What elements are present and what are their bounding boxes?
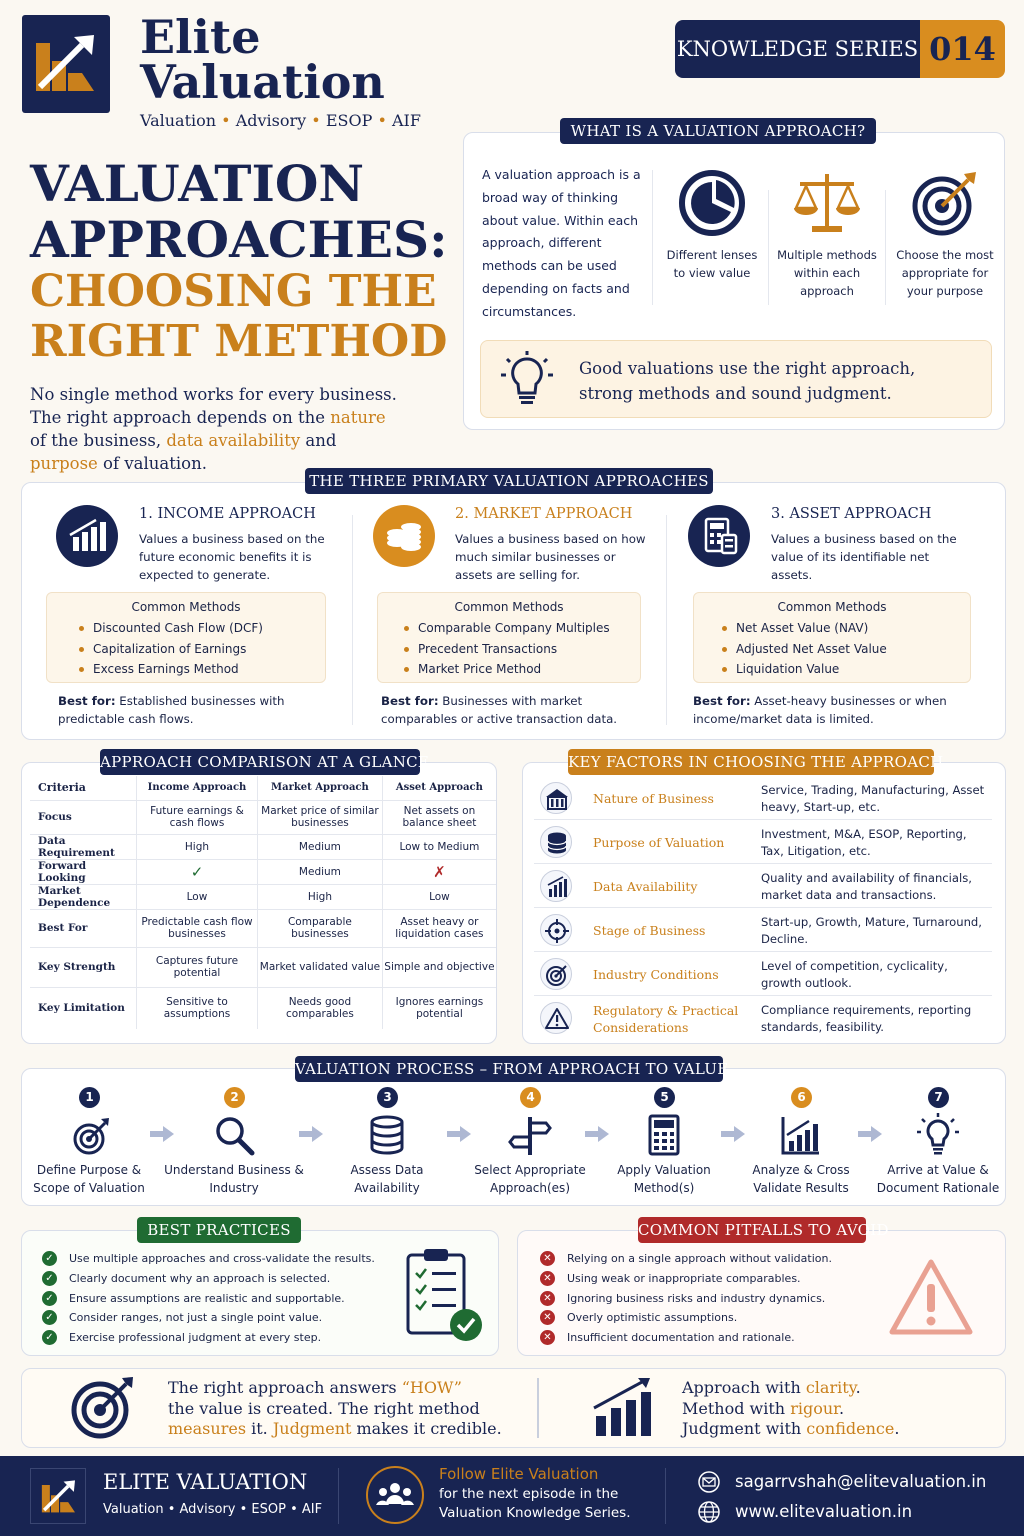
asset-title: 3. ASSET APPROACH: [771, 506, 932, 522]
pitfalls-title: COMMON PITFALLS TO AVOID: [638, 1217, 866, 1243]
purpose-point: [892, 168, 998, 300]
list-item: [42, 1250, 402, 1268]
process-step: [317, 1085, 457, 1200]
factor-name: Stage of Business: [593, 923, 706, 938]
check-circle-icon: ✓: [42, 1330, 57, 1345]
methods-point: [774, 168, 880, 300]
lens-point: [662, 168, 762, 282]
header-market: Market Approach: [258, 776, 383, 800]
process-step: [868, 1085, 1008, 1200]
intro-line-4: of valuation.: [97, 454, 207, 473]
lens-point-label: Different lenses to view value: [666, 248, 758, 280]
quote-how: “HOW”: [401, 1378, 462, 1397]
method-item: Precedent Transactions: [404, 639, 640, 660]
factor-row: [534, 952, 992, 996]
method-item: Excess Earnings Method: [79, 659, 325, 680]
check-circle-icon: ✓: [42, 1291, 57, 1306]
list-item-text: Overly optimistic assumptions.: [567, 1311, 738, 1325]
list-item: [540, 1270, 900, 1288]
step-number: 3: [377, 1087, 398, 1108]
process-step: [731, 1085, 871, 1200]
comparison-title: APPROACH COMPARISON AT A GLANCE: [100, 749, 420, 775]
bar-chart-icon: [56, 505, 118, 567]
what-is-callout: [480, 340, 992, 418]
step-number: 2: [224, 1087, 245, 1108]
what-is-body: A valuation approach is a broad way of thinking about value. Within each approach, different methods can be used depending on facts and circumstances.: [482, 167, 641, 319]
asset-best: Best for: Asset-heavy businesses or when income/market data is limited.: [693, 694, 947, 726]
cross-icon: ✗: [382, 859, 496, 884]
common-methods-label: Common Methods: [777, 600, 887, 614]
list-item: [42, 1309, 402, 1327]
header-criteria: Criteria: [30, 776, 136, 800]
factor-row: [534, 820, 992, 864]
series-label: KNOWLEDGE SERIES: [675, 20, 920, 78]
table-row: Key Limitation Sensitive to assumptions Needs good comparables Ignores earnings potential: [30, 987, 496, 1029]
method-item: Capitalization of Earnings: [79, 639, 325, 660]
asset-methods-box: [693, 592, 971, 683]
divider: [537, 1378, 539, 1438]
divider: [768, 190, 769, 305]
step-label: Define Purpose & Scope of Valuation: [33, 1163, 145, 1195]
asset-icon-badge: [688, 505, 750, 567]
income-icon-badge: [56, 505, 118, 567]
step-number: 7: [928, 1087, 949, 1108]
factor-row: [534, 864, 992, 908]
factor-row: [534, 776, 992, 820]
factor-name: Data Availability: [593, 879, 698, 894]
divider: [652, 170, 653, 305]
list-item-text: Use multiple approaches and cross-validate the results.: [69, 1252, 375, 1265]
table-row: Market Dependence Low High Low: [30, 884, 496, 909]
footer: [0, 1456, 1024, 1536]
warning-triangle-icon: [886, 1256, 976, 1340]
divider: [666, 515, 667, 725]
chart-icon: [540, 870, 572, 902]
common-methods-label: Common Methods: [131, 600, 241, 614]
footer-email[interactable]: sagarrvshah@elitevaluation.in: [735, 1472, 987, 1491]
table-row: Forward Looking ✓ Medium ✗: [30, 859, 496, 884]
series-badge: [675, 20, 1005, 78]
coins-icon: [373, 505, 435, 567]
list-item: [42, 1329, 402, 1347]
list-item: [42, 1270, 402, 1288]
x-circle-icon: ✕: [540, 1271, 555, 1286]
table-row: Focus Future earnings & cash flows Market price of similar businesses Net assets on balance sheet: [30, 800, 496, 834]
brand-name-line2: Valuation: [140, 55, 385, 109]
footer-website[interactable]: www.elitevaluation.in: [735, 1502, 913, 1521]
factor-desc: Quality and availability of financials, market data and transactions.: [761, 871, 972, 902]
step-number: 1: [79, 1087, 100, 1108]
follow-link[interactable]: Follow Elite Valuation: [439, 1465, 599, 1483]
method-item: Market Price Method: [404, 659, 640, 680]
footer-tags: Valuation • Advisory • ESOP • AIF: [103, 1502, 323, 1517]
callout-line-1: Good valuations use the right approach,: [579, 359, 916, 378]
list-item: [540, 1329, 900, 1347]
method-item: Discounted Cash Flow (DCF): [79, 618, 325, 639]
step-icon: [67, 1113, 111, 1157]
divider: [338, 1468, 339, 1524]
intro-nature: nature: [330, 408, 386, 427]
step-icon: [779, 1113, 823, 1157]
list-item-text: Consider ranges, not just a single point value.: [69, 1311, 323, 1325]
x-circle-icon: ✕: [540, 1291, 555, 1306]
check-icon: ✓: [136, 859, 257, 884]
process-step: [460, 1085, 600, 1200]
method-item: Adjusted Net Asset Value: [722, 639, 970, 660]
intro-line-3: of the business,: [30, 431, 167, 450]
market-methods-box: [377, 592, 641, 683]
crosshair-icon: [540, 914, 572, 946]
factor-desc: Level of competition, cyclicality, growth outlook.: [761, 959, 948, 990]
footer-follow: Follow Elite Valuation for the next episode in the Valuation Knowledge Series.: [439, 1465, 631, 1521]
table-header-row: [30, 776, 496, 800]
footer-brand: ELITE VALUATION: [103, 1470, 308, 1494]
three-approaches-title: THE THREE PRIMARY VALUATION APPROACHES: [305, 468, 713, 494]
step-icon: [916, 1113, 960, 1157]
step-icon: [212, 1113, 256, 1157]
factor-desc: Start-up, Growth, Mature, Turnaround, Decline.: [761, 915, 982, 946]
intro-line-2: The right approach depends on the: [30, 408, 331, 427]
methods-point-label: Multiple methods within each approach: [777, 248, 877, 298]
list-item: [540, 1250, 900, 1268]
factor-row: [534, 996, 992, 1040]
divider: [885, 190, 886, 305]
hero-title-2: APPROACHES:: [30, 210, 448, 269]
tag-esop: ESOP: [325, 111, 373, 130]
checklist-icon: [404, 1247, 484, 1343]
what-is-title: WHAT IS A VALUATION APPROACH?: [560, 118, 876, 144]
list-item-text: Clearly document why an approach is selected.: [69, 1271, 331, 1285]
factor-name: Regulatory & Practical Considerations: [593, 1003, 739, 1035]
quote-right: Approach with clarity. Method with rigour. Judgment with confidence.: [682, 1378, 900, 1438]
market-title: 2. MARKET APPROACH: [455, 506, 633, 522]
database-icon: [540, 826, 572, 858]
hero-intro: [30, 383, 450, 475]
check-circle-icon: ✓: [42, 1251, 57, 1266]
purpose-point-label: Choose the most appropriate for your purpose: [896, 248, 994, 298]
step-number: 4: [520, 1087, 541, 1108]
intro-line-1: No single method works for every business.: [30, 385, 397, 404]
table-row: Best For Predictable cash flow businesses Comparable businesses Asset heavy or liquidation cases: [30, 909, 496, 947]
factor-row: [534, 908, 992, 952]
check-circle-icon: ✓: [42, 1310, 57, 1325]
warning-icon: [540, 1002, 572, 1034]
process-step: [594, 1085, 734, 1200]
globe-icon: [698, 1501, 720, 1523]
hero-title-3: CHOOSING THE: [30, 266, 437, 317]
market-best: Best for: Businesses with market comparables or active transaction data.: [381, 694, 618, 726]
factor-desc: Investment, M&A, ESOP, Reporting, Tax, Litigation, etc.: [761, 827, 967, 858]
table-row: Data Requirement High Medium Low to Medium: [30, 834, 496, 859]
income-methods-box: [46, 592, 326, 683]
factor-name: Nature of Business: [593, 791, 714, 806]
x-circle-icon: ✕: [540, 1251, 555, 1266]
method-item: Comparable Company Multiples: [404, 618, 640, 639]
comparison-table: [30, 776, 496, 1029]
list-item: [42, 1290, 402, 1308]
step-label: Select Appropriate Approach(es): [474, 1163, 586, 1195]
method-item: Net Asset Value (NAV): [722, 618, 970, 639]
process-title: VALUATION PROCESS – FROM APPROACH TO VALUE: [295, 1056, 723, 1082]
list-item-text: Insufficient documentation and rationale.: [567, 1331, 795, 1345]
income-desc: Values a business based on the future economic benefits it is expected to generate.: [139, 532, 325, 582]
tag-aif: AIF: [391, 111, 421, 130]
list-item: [540, 1290, 900, 1308]
list-item-text: Relying on a single approach without validation.: [567, 1252, 832, 1265]
growth-chart-icon: [592, 1378, 656, 1438]
series-number: 014: [920, 20, 1005, 78]
tag-valuation: Valuation: [140, 111, 217, 130]
footer-logo: [30, 1468, 86, 1524]
brand-name-line1: Elite: [140, 10, 261, 64]
method-item: Liquidation Value: [722, 659, 970, 680]
header-income: Income Approach: [136, 776, 257, 800]
common-methods-label: Common Methods: [454, 600, 564, 614]
divider: [352, 515, 353, 725]
table-row: Key Strength Captures future potential Market validated value Simple and objective: [30, 947, 496, 987]
brand-tagline: Valuation • Advisory • ESOP • AIF: [140, 111, 421, 130]
step-number: 6: [791, 1087, 812, 1108]
callout-line-2: strong methods and sound judgment.: [579, 384, 892, 403]
income-title: 1. INCOME APPROACH: [139, 506, 316, 522]
scales-icon: [792, 168, 862, 238]
step-label: Arrive at Value & Document Rationale: [876, 1163, 1000, 1195]
step-icon: [508, 1113, 552, 1157]
tag-advisory: Advisory: [235, 111, 307, 130]
income-best: Best for: Established businesses with predictable cash flows.: [58, 694, 285, 726]
step-icon: [642, 1113, 686, 1157]
process-step: [19, 1085, 159, 1200]
divider: [665, 1468, 666, 1524]
list-item-text: Using weak or inappropriate comparables.: [567, 1271, 801, 1285]
brand-logo: [22, 15, 110, 113]
factor-name: Industry Conditions: [593, 967, 719, 982]
step-icon: [365, 1113, 409, 1157]
check-circle-icon: ✓: [42, 1271, 57, 1286]
hero-title-1: VALUATION: [30, 154, 365, 213]
factor-name: Purpose of Valuation: [593, 835, 725, 850]
list-item-text: Ignoring business risks and industry dynamics.: [567, 1291, 826, 1305]
factor-desc: Compliance requirements, reporting standards, feasibility.: [761, 1003, 972, 1034]
list-item-text: Ensure assumptions are realistic and supportable.: [69, 1291, 345, 1305]
building-icon: [540, 782, 572, 814]
step-label: Assess Data Availability: [350, 1163, 424, 1195]
target-arrow-icon: [910, 168, 980, 238]
x-circle-icon: ✕: [540, 1330, 555, 1345]
logo-mark-icon: [31, 1469, 87, 1525]
step-label: Apply Valuation Method(s): [617, 1163, 711, 1195]
pie-chart-icon: [677, 168, 747, 238]
hero-title-4: RIGHT METHOD: [30, 316, 448, 367]
market-desc: Values a business based on how much similar businesses or assets are selling for.: [455, 532, 646, 582]
community-icon: [366, 1466, 424, 1524]
intro-and: and: [300, 431, 337, 450]
intro-data: data availability: [166, 431, 301, 450]
asset-desc: Values a business based on the value of its identifiable net assets.: [771, 532, 957, 582]
logo-mark-icon: [22, 15, 110, 113]
market-icon-badge: [373, 505, 435, 567]
header-asset: Asset Approach: [382, 776, 496, 800]
target-icon: [70, 1376, 134, 1440]
intro-purpose: purpose: [30, 454, 98, 473]
list-item-text: Exercise professional judgment at every step.: [69, 1331, 322, 1345]
calculator-icon: [688, 505, 750, 567]
step-label: Understand Business & Industry: [164, 1163, 304, 1195]
x-circle-icon: ✕: [540, 1310, 555, 1325]
step-number: 5: [654, 1087, 675, 1108]
target-icon: [540, 958, 572, 990]
list-item: [540, 1309, 900, 1327]
factors-title: KEY FACTORS IN CHOOSING THE APPROACH: [568, 749, 934, 775]
factor-desc: Service, Trading, Manufacturing, Asset heavy, Start-up, etc.: [761, 783, 985, 814]
best-practices-title: BEST PRACTICES: [137, 1217, 301, 1243]
process-step: [164, 1085, 304, 1200]
lightbulb-icon: [499, 351, 555, 409]
email-icon: [698, 1471, 720, 1493]
quote-left: The right approach answers “HOW” the value is created. The right method measures it. Judgment makes it credible.: [168, 1378, 502, 1438]
step-label: Analyze & Cross Validate Results: [752, 1163, 850, 1195]
